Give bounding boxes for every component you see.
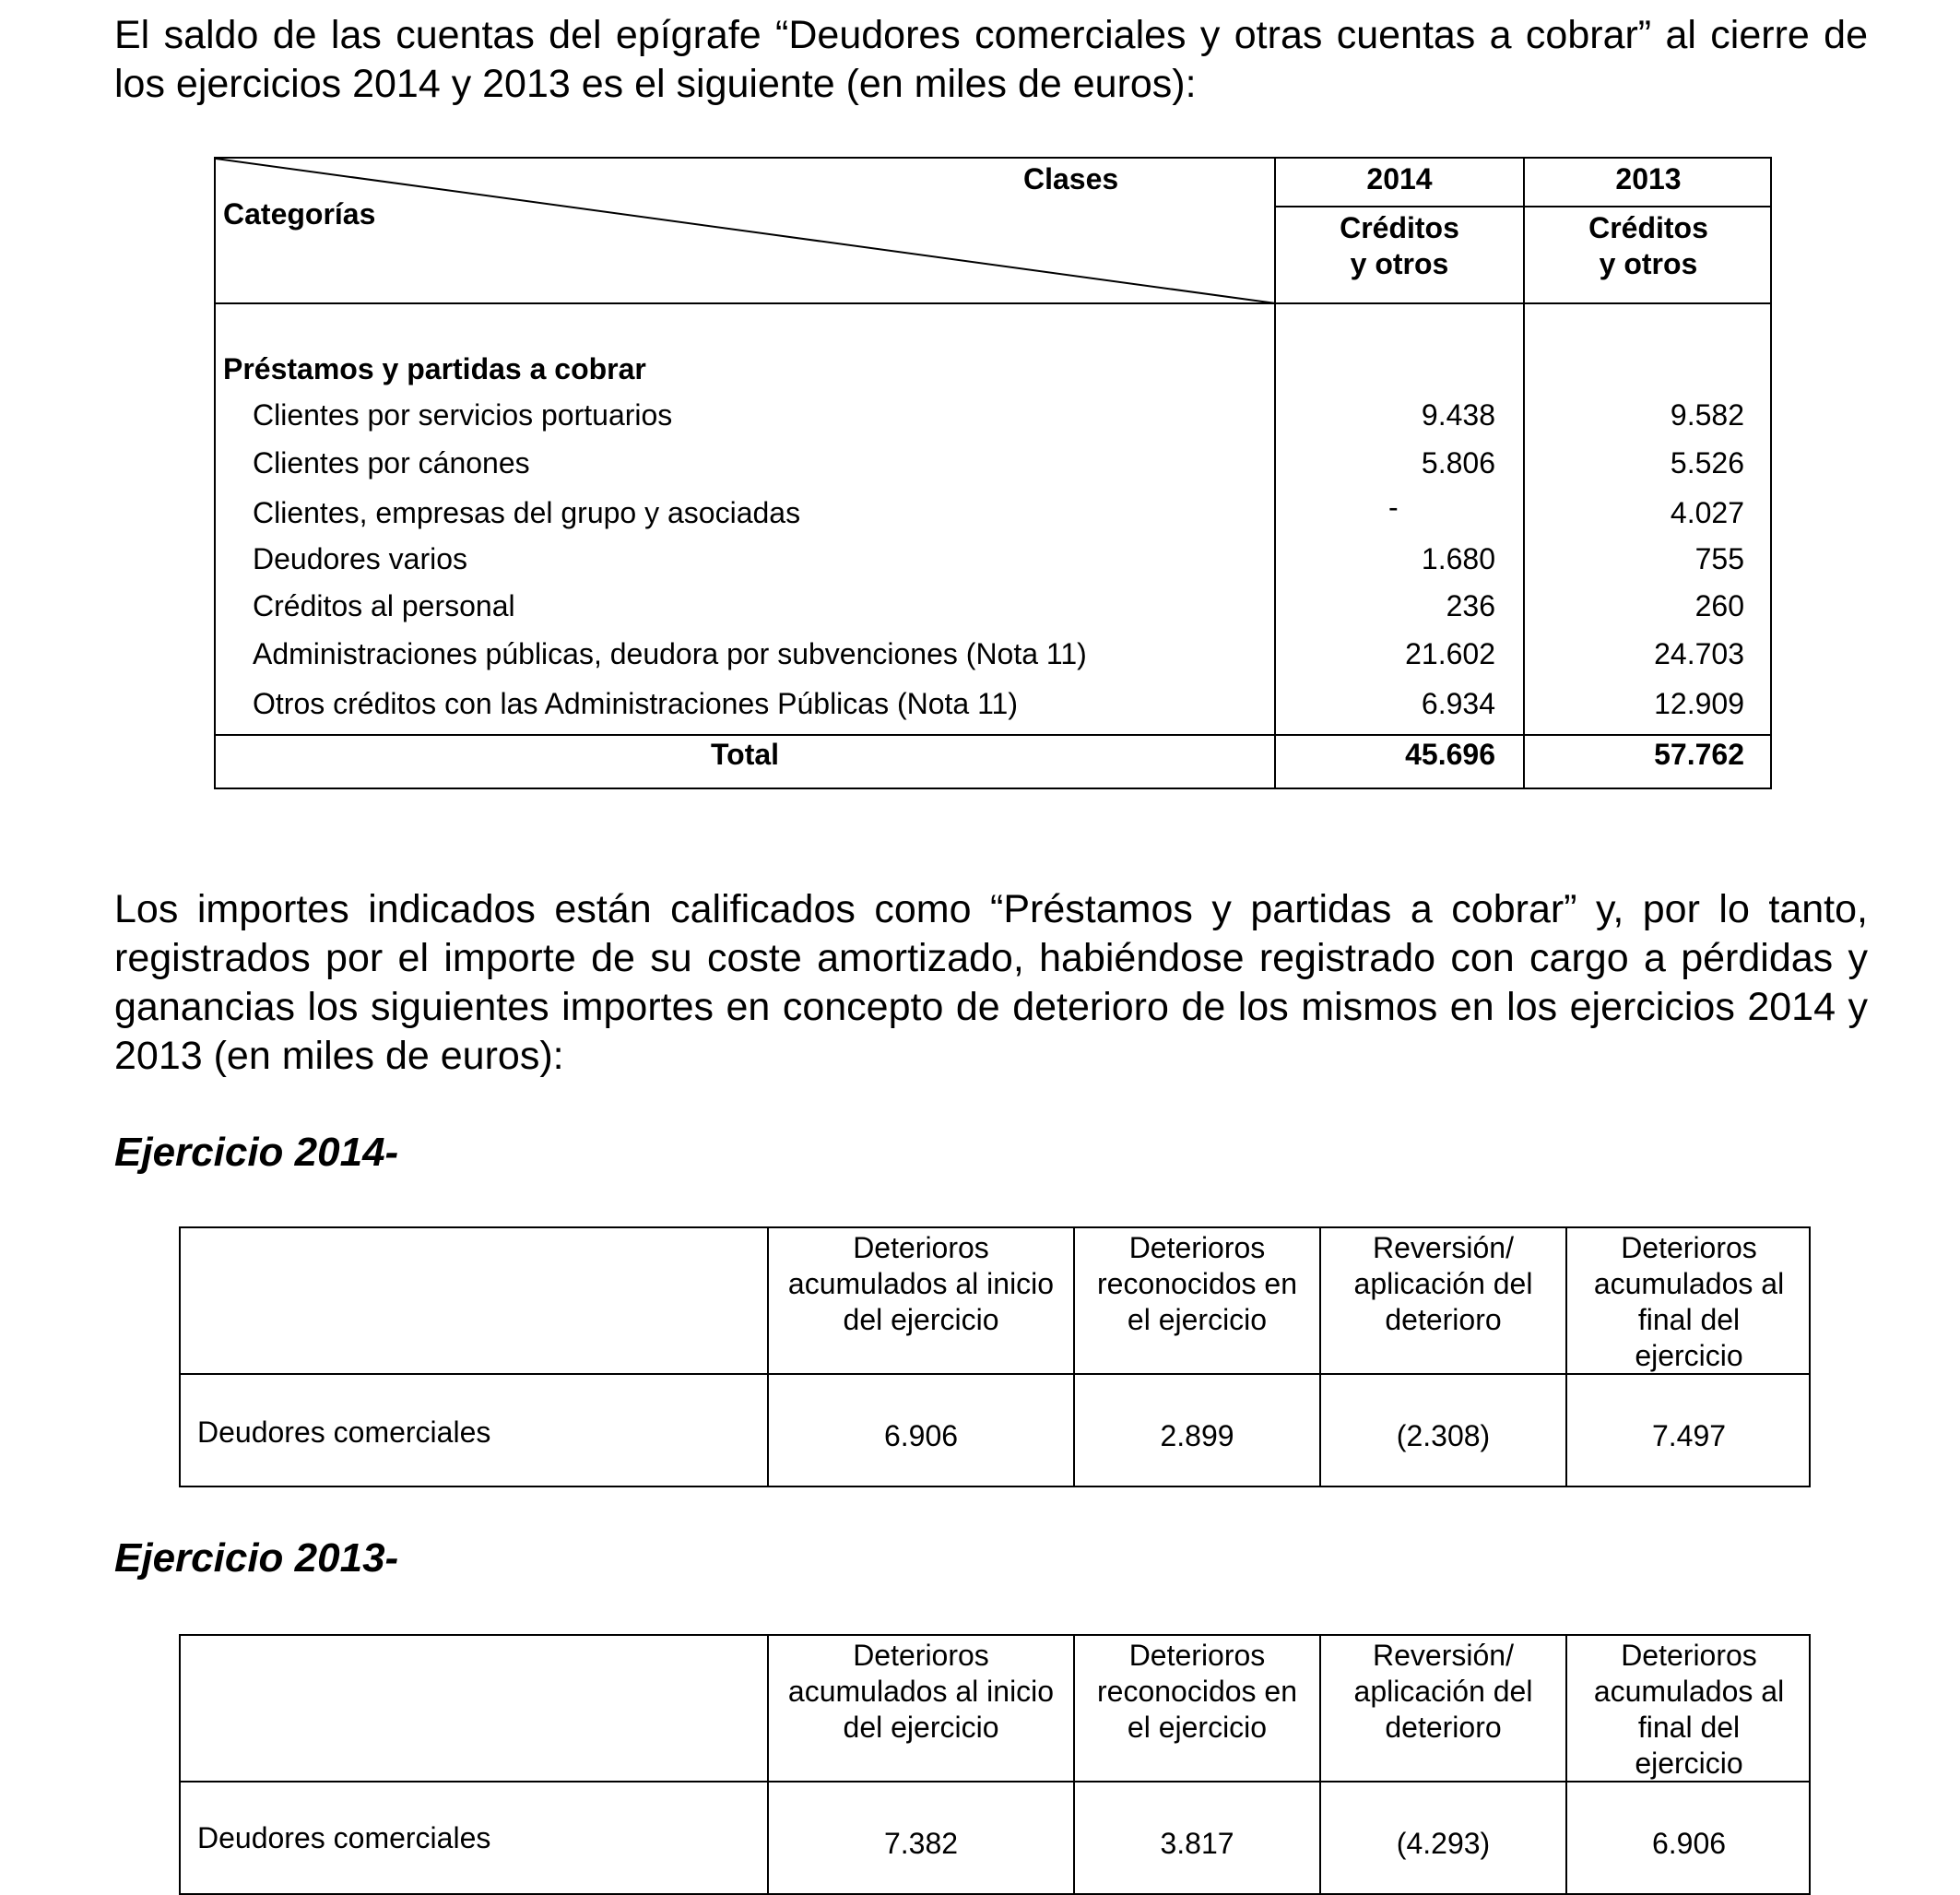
row-value-2013: 24.703 [1654, 637, 1744, 670]
row-value-2014: 1.680 [1421, 542, 1495, 575]
row-value-2013: 9.582 [1670, 398, 1744, 432]
total-rule [216, 734, 1770, 736]
row-value-2014: - [1388, 491, 1399, 524]
row-label: Otros créditos con las Administraciones Públicas (Nota 11) [253, 687, 1018, 720]
row-label: Deudores comerciales [197, 1821, 491, 1854]
row-label: Clientes por cánones [253, 446, 530, 480]
header-recognized-impairment: Deterioros reconocidos en el ejercicio [1096, 1639, 1298, 1744]
header-clases: Clases [1023, 162, 1119, 195]
row-label: Deudores varios [253, 542, 467, 575]
impairment-table-2014 [179, 1226, 1811, 1487]
value-reversal: (4.293) [1396, 1827, 1491, 1860]
row-value-2014: 21.602 [1405, 637, 1495, 670]
row-value-2013: 260 [1694, 589, 1744, 622]
header-bottom-rule [216, 302, 1770, 304]
intro-paragraph: El saldo de las cuentas del epígrafe “Deudores comerciales y otras cuentas a cobrar” al cierre de los ejercicios 2014 y 2013 es el siguiente (en miles de euros): [114, 13, 1868, 106]
value-opening: 7.382 [883, 1827, 959, 1860]
value-opening: 6.906 [883, 1419, 959, 1452]
header-creditos-2013: Créditos [1588, 211, 1708, 244]
section-title: Préstamos y partidas a cobrar [223, 352, 646, 385]
header-closing-impairment: Deterioros acumulados al final del ejercicio [1593, 1231, 1785, 1372]
row-label: Clientes por servicios portuarios [253, 398, 673, 432]
header-rule [181, 1373, 1809, 1375]
header-y-otros-2013: y otros [1599, 247, 1698, 280]
total-label: Total [710, 738, 780, 771]
ejercicio-2013-heading: Ejercicio 2013- [114, 1535, 399, 1581]
header-recognized-impairment: Deterioros reconocidos en el ejercicio [1096, 1231, 1298, 1336]
header-creditos-2014: Créditos [1340, 211, 1459, 244]
value-reversal: (2.308) [1396, 1419, 1491, 1452]
value-recognized: 2.899 [1160, 1419, 1234, 1452]
header-closing-impairment: Deterioros acumulados al final del ejercicio [1593, 1639, 1785, 1780]
value-closing: 7.497 [1651, 1419, 1727, 1452]
row-value-2014: 9.438 [1421, 398, 1495, 432]
header-year-2013: 2013 [1615, 162, 1682, 195]
row-value-2013: 12.909 [1654, 687, 1744, 720]
row-label: Clientes, empresas del grupo y asociadas [253, 496, 801, 529]
row-value-2014: 5.806 [1421, 446, 1495, 480]
row-label: Administraciones públicas, deudora por subvenciones (Nota 11) [253, 637, 1087, 670]
header-reversal: Reversión/ aplicación del deterioro [1353, 1639, 1533, 1744]
row-value-2014: 236 [1446, 589, 1495, 622]
value-recognized: 3.817 [1160, 1827, 1234, 1860]
header-rule [181, 1781, 1809, 1782]
header-y-otros-2014: y otros [1350, 247, 1449, 280]
header-opening-impairment: Deterioros acumulados al inicio del ejercicio [787, 1639, 1055, 1744]
row-label: Créditos al personal [253, 589, 515, 622]
total-value-2014: 45.696 [1405, 738, 1495, 771]
total-value-2013: 57.762 [1654, 738, 1744, 771]
balance-table [214, 157, 1772, 789]
explanation-paragraph: Los importes indicados están calificados como “Préstamos y partidas a cobrar” y, por lo tanto, registrados por el importe de su coste amortizado, habiéndose registrado con cargo a pérdidas y ganancias los siguientes importes en concepto de deterioro de los mismos en los ejercicios 2014 y 2013 (en miles de euros): [114, 887, 1868, 1078]
header-year-2014: 2014 [1366, 162, 1433, 195]
row-value-2013: 5.526 [1670, 446, 1744, 480]
impairment-table-2013 [179, 1634, 1811, 1895]
header-categorias: Categorías [223, 197, 376, 231]
row-value-2013: 4.027 [1670, 496, 1744, 529]
row-value-2013: 755 [1694, 542, 1744, 575]
row-label: Deudores comerciales [197, 1415, 491, 1449]
header-divider [1274, 206, 1770, 207]
header-opening-impairment: Deterioros acumulados al inicio del ejercicio [787, 1231, 1055, 1336]
ejercicio-2014-heading: Ejercicio 2014- [114, 1130, 399, 1175]
value-closing: 6.906 [1651, 1827, 1727, 1860]
header-reversal: Reversión/ aplicación del deterioro [1353, 1231, 1533, 1336]
row-value-2014: 6.934 [1421, 687, 1495, 720]
